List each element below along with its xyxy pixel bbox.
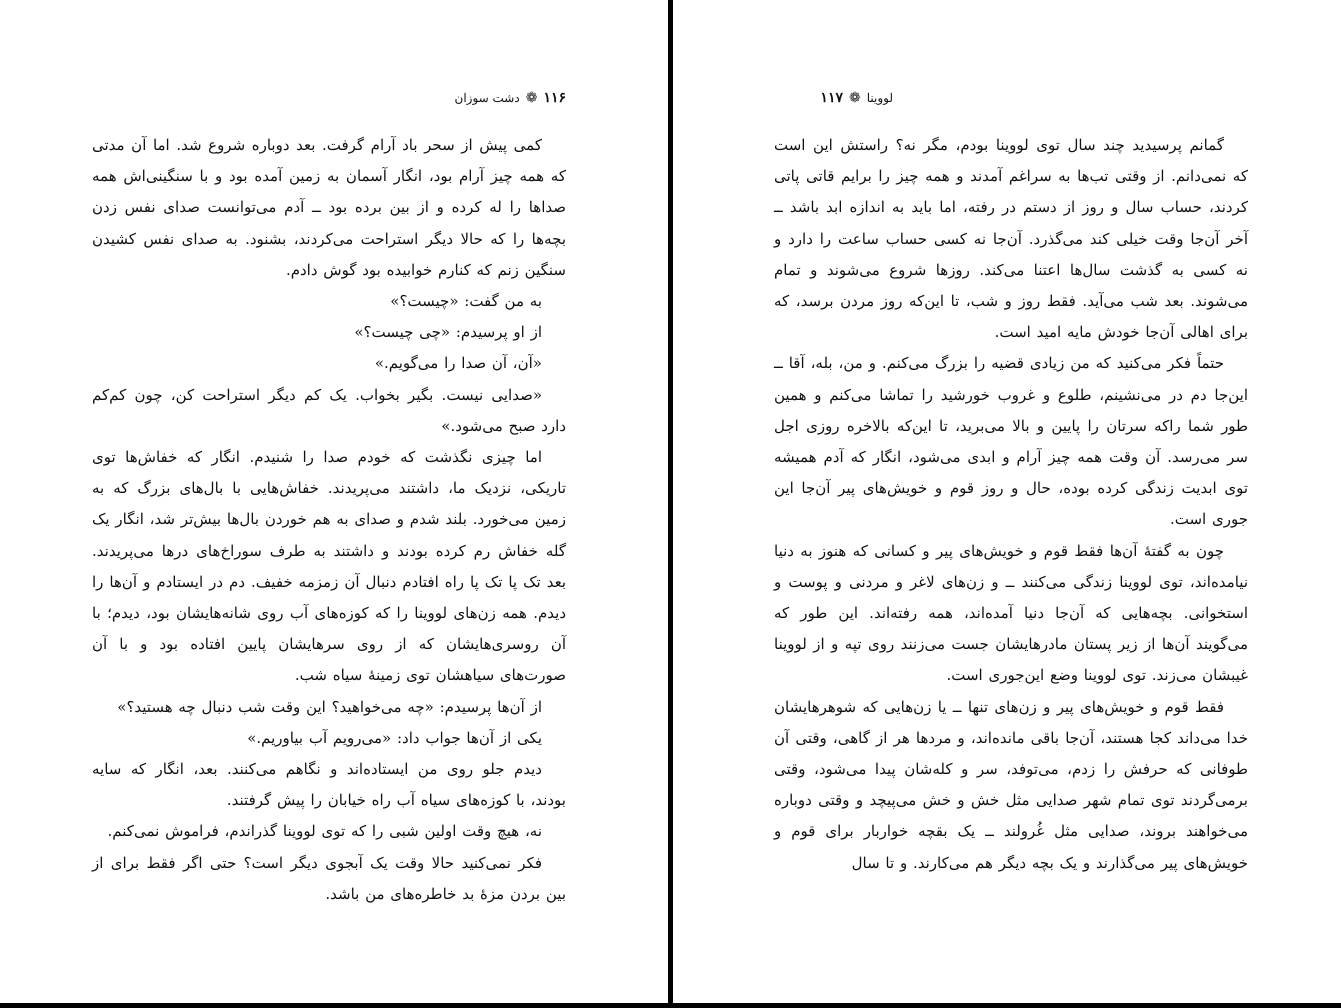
left-running-head	[430, 88, 566, 108]
paragraph: گمانم پرسیدید چند سال توی لووینا بودم، مگر نه؟ راستش این است که نمی‌دانم. از وقتی تب‌ها به سراغم آمدند و همه چیز را برایم قاتی پاتی کردند، حساب سال و روز از دستم در رفته، اما باید به اندازه ابد باشد ــ آخر آن‌جا وقت خیلی کند می‌گذرد. آن‌جا نه کسی حساب ساعت را دارد و نه کسی به گذشت سال‌ها اعتنا می‌کند. روزها شروع می‌شوند و تمام می‌شوند. بعد شب می‌آید. فقط روز و شب، تا این‌که روز مردن برسد، که برای اهالی آن‌جا خودش مایه امید است.	[774, 136, 1248, 342]
paragraph: «آن، آن صدا را می‌گویم.»	[374, 354, 542, 373]
right-running-head	[773, 88, 893, 108]
paragraph: «صدایی نیست. بگیر بخواب. یک کم دیگر استراحت کن، چون کم‌کم دارد صبح می‌شود.»	[92, 385, 566, 435]
right-page-number: ۱۱۷	[820, 90, 843, 106]
flower-ornament-icon: ❁	[848, 90, 861, 106]
paragraph: فکر نمی‌کنید حالا وقت یک آبجوی دیگر است؟ حتی اگر فقط برای از بین بردن مزهٔ بد خاطره‌های من باشد.	[92, 853, 566, 903]
right-running-title: لووینا	[866, 91, 893, 105]
paragraph: از آن‌ها پرسیدم: «چه می‌خواهید؟ این وقت شب دنبال چه هستید؟»	[117, 697, 542, 716]
paragraph: دیدم جلو روی من ایستاده‌اند و نگاهم می‌کنند. بعد، انگار که سایه بودند، با کوزه‌های سیاه آب راه خیابان را پیش گرفتند.	[92, 760, 566, 810]
paragraph: چون به گفتهٔ آن‌ها فقط قوم و خویش‌های پیر و کسانی که هنوز به دنیا نیامده‌اند، توی لووینا زندگی می‌کنند ــ و زن‌های لاغر و مردنی و پوست و استخوانی. بچه‌هایی که آن‌جا دنیا آمده‌اند، همه رفته‌اند. این طور که می‌گویند آن‌ها از زیر پستان مادرهایشان جست می‌زنند روی تپه و از لووینا غیبشان می‌زند. توی لووینا وضع این‌جوری است.	[774, 541, 1248, 685]
right-body-text	[774, 130, 1248, 879]
left-running-title: دشت سوزان	[454, 91, 520, 105]
paragraph: به من گفت: «چیست؟»	[390, 292, 542, 311]
paragraph: فقط قوم و خویش‌های پیر و زن‌های تنها ــ یا زن‌هایی که شوهرهایشان خدا می‌داند کجا هستند، آن‌جا باقی مانده‌اند، و مردها هر از گاهی، وقتی آن طوفانی که حرفش را زدم، می‌توفد، سر و کله‌شان پیدا می‌شود، وقتی برمی‌گردند توی تمام شهر صدایی مثل خش و خش می‌پیچد و وقتی دوباره می‌خواهند بروند، صدایی مثل غُرولند ــ یک بقچه خواربار برای قوم و خویش‌های پیر می‌گذارند و یک بچه دیگر هم می‌کارند. و تا سال	[774, 697, 1248, 872]
flower-ornament-icon: ❁	[525, 90, 538, 106]
paragraph: یکی از آن‌ها جواب داد: «می‌رویم آب بیاوریم.»	[247, 728, 542, 747]
left-page	[0, 0, 668, 1003]
paragraph: از او پرسیدم: «چی چیست؟»	[354, 323, 542, 342]
right-page	[673, 0, 1341, 1003]
left-page-number: ۱۱۶	[543, 90, 566, 106]
paragraph: کمی پیش از سحر باد آرام گرفت. بعد دوباره شروع شد. اما آن مدتی که همه چیز آرام بود، انگار آسمان به زمین آمده بود و با سنگینی‌اش همه صداها را له کرده و از بین برده بود ــ آدم می‌توانست صدای نفس زدن بچه‌ها را که حالا دیگر استراحت می‌کردند، بشنود. به صدای نفس کشیدن سنگین زنم که کنارم خوابیده بود گوش دادم.	[92, 136, 566, 279]
paragraph: حتماً فکر می‌کنید که من زیادی قضیه را بزرگ می‌کنم. و من، بله، آقا ــ این‌جا دم در می‌نشینم، طلوع و غروب خورشید را تماشا می‌کنم و همین طور شما راکه سرتان را پایین و بالا می‌برید، تا این‌که بالاخره روزی اجل سر می‌رسد. آن وقت همه چیز آرام و ابدی می‌شود، انگار که آدم همیشه توی ابدیت زندگی کرده بوده، حال و روز قوم و خویش‌های پیر آن‌جا این جوری است.	[774, 354, 1248, 529]
paragraph: نه، هیچ وقت اولین شبی را که توی لووینا گذراندم، فراموش نمی‌کنم.	[107, 822, 542, 841]
bottom-edge-rule	[0, 1003, 1341, 1008]
left-body-text	[92, 130, 566, 910]
paragraph: اما چیزی نگذشت که خودم صدا را شنیدم. انگار که خفاش‌ها توی تاریکی، نزدیک ما، داشتند می‌پریدند. خفاش‌هایی با بال‌های بزرگ که به زمین می‌خورد. بلند شدم و صدای به هم خوردن بال‌ها بیش‌تر شد، انگار یک گله خفاش رم کرده بودند و داشتند به طرف سوراخ‌های درها می‌پریدند. بعد تک پا تک پا راه افتادم دنبال آن زمزمه خفیف. دم در ایستادم و آن‌ها را دیدم. همه زن‌های لووینا را که کوزه‌های آب روی شانه‌هایشان بود، دیدم؛ با آن روسری‌هایشان که از روی سرهایشان پایین افتاده بود و با آن صورت‌های سیاهشان توی زمینهٔ سیاه شب.	[92, 448, 566, 685]
